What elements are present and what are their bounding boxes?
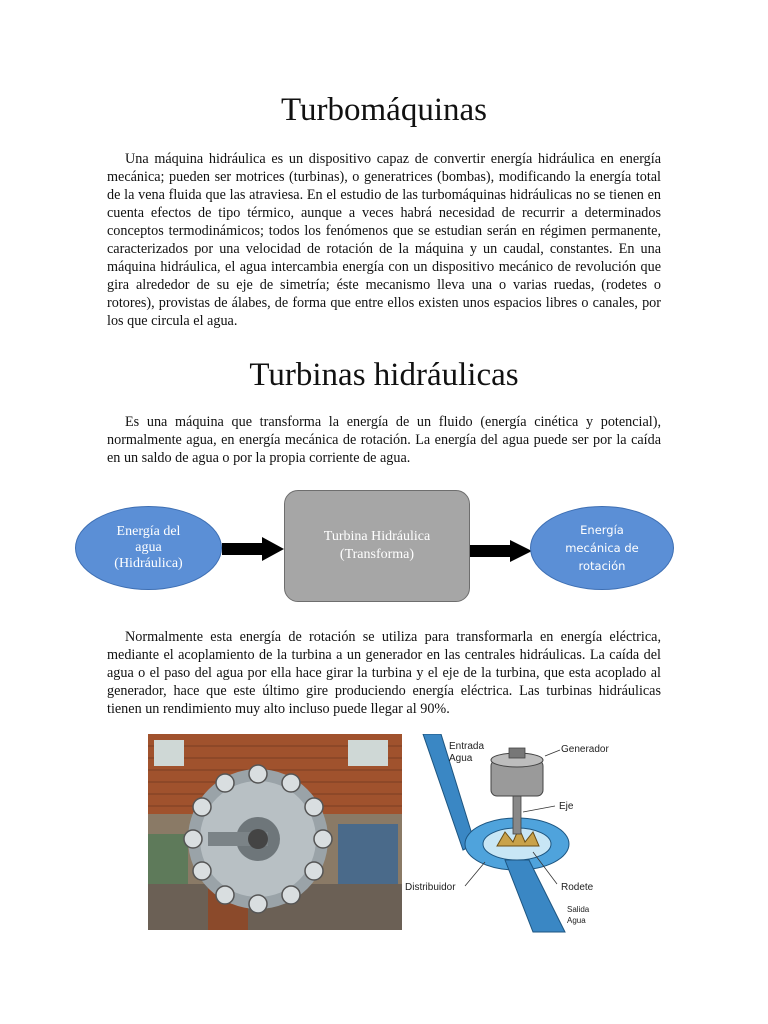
diagram-label-inlet: Agua <box>449 753 473 764</box>
turbine-diagram <box>405 734 625 934</box>
intro-paragraph <box>107 150 661 330</box>
section-title: Turbinas hidráulicas <box>249 357 519 393</box>
definition-text: Es una máquina que transforma la energía de un fluido (energía cinética y potencial), normalmente agua, en energía mecánica de rotación. La energía del agua puede ser por la caída en un saldo de agua o por la propia corriente de agua. <box>107 414 661 466</box>
node-label-line: mecánica de <box>565 541 639 555</box>
generator-paragraph <box>107 628 661 718</box>
page-title: Turbomáquinas <box>281 92 487 128</box>
node-label-line: Energía del <box>116 524 181 539</box>
turbine-node <box>284 490 470 602</box>
diagram-label-outlet: Salida <box>567 905 590 914</box>
pelton-turbine-photo <box>148 734 402 930</box>
node-label-line: (Hidráulica) <box>114 556 183 571</box>
diagram-label-generator: Generador <box>561 744 609 755</box>
diagram-label-inlet: Entrada <box>449 741 485 752</box>
mechanical-energy-node <box>530 506 674 590</box>
diagram-label-shaft: Eje <box>559 801 574 812</box>
node-label-line: (Transforma) <box>339 547 415 562</box>
node-label-line: agua <box>135 540 162 555</box>
flow-arrow-icon <box>470 540 532 562</box>
node-label-line: Energía <box>580 523 624 537</box>
intro-text: Una máquina hidráulica es un dispositivo capaz de convertir energía hidráulica en energía mecánica; pueden ser motrices (turbinas), o generatrices (bombas), modificando la energía total de la vena fluida que las atraviesa. En el estudio de las turbomáquinas hidráulicas no se tienen en cuenta efectos de tipo térmico, aunque a veces habrá necesidad de recurrir a determinados conceptos termodinámicos; todos los fenómenos que se estudian serán en régimen permanente, caracterizados por una velocidad de rotación de la máquina y un caudal, constantes. En una máquina hidráulica, el agua intercambia energía con un dispositivo mecánico de revolución que gira alrededor de su eje de simetría; éste mecanismo lleva una o varias ruedas, (rodetes o rotores), provistas de álabes, de forma que entre ellos existen unos espacios libres o canales, por los que circula el agua. <box>107 151 661 329</box>
diagram-label-outlet: Agua <box>567 916 586 925</box>
hydraulic-energy-node <box>75 506 222 590</box>
node-label-line: rotación <box>578 559 626 573</box>
diagram-label-runner: Rodete <box>561 882 594 893</box>
node-label-line: Turbina Hidráulica <box>323 529 431 544</box>
generator-text: Normalmente esta energía de rotación se utiliza para transformarla en energía eléctrica, mediante el acoplamiento de la turbina a un generador en las centrales hidráulicas. La caída del agua o el paso del agua por ella hace girar la turbina y el eje de la turbina, que esta acoplado al generador, hace que este último gire produciendo energía eléctrica. Las turbinas hidráulicas tienen un rendimiento muy alto incluso puede llegar al 90%. <box>107 629 661 717</box>
flow-arrow-icon <box>222 537 284 561</box>
definition-paragraph <box>107 413 661 467</box>
diagram-label-distributor: Distribuidor <box>405 882 456 893</box>
